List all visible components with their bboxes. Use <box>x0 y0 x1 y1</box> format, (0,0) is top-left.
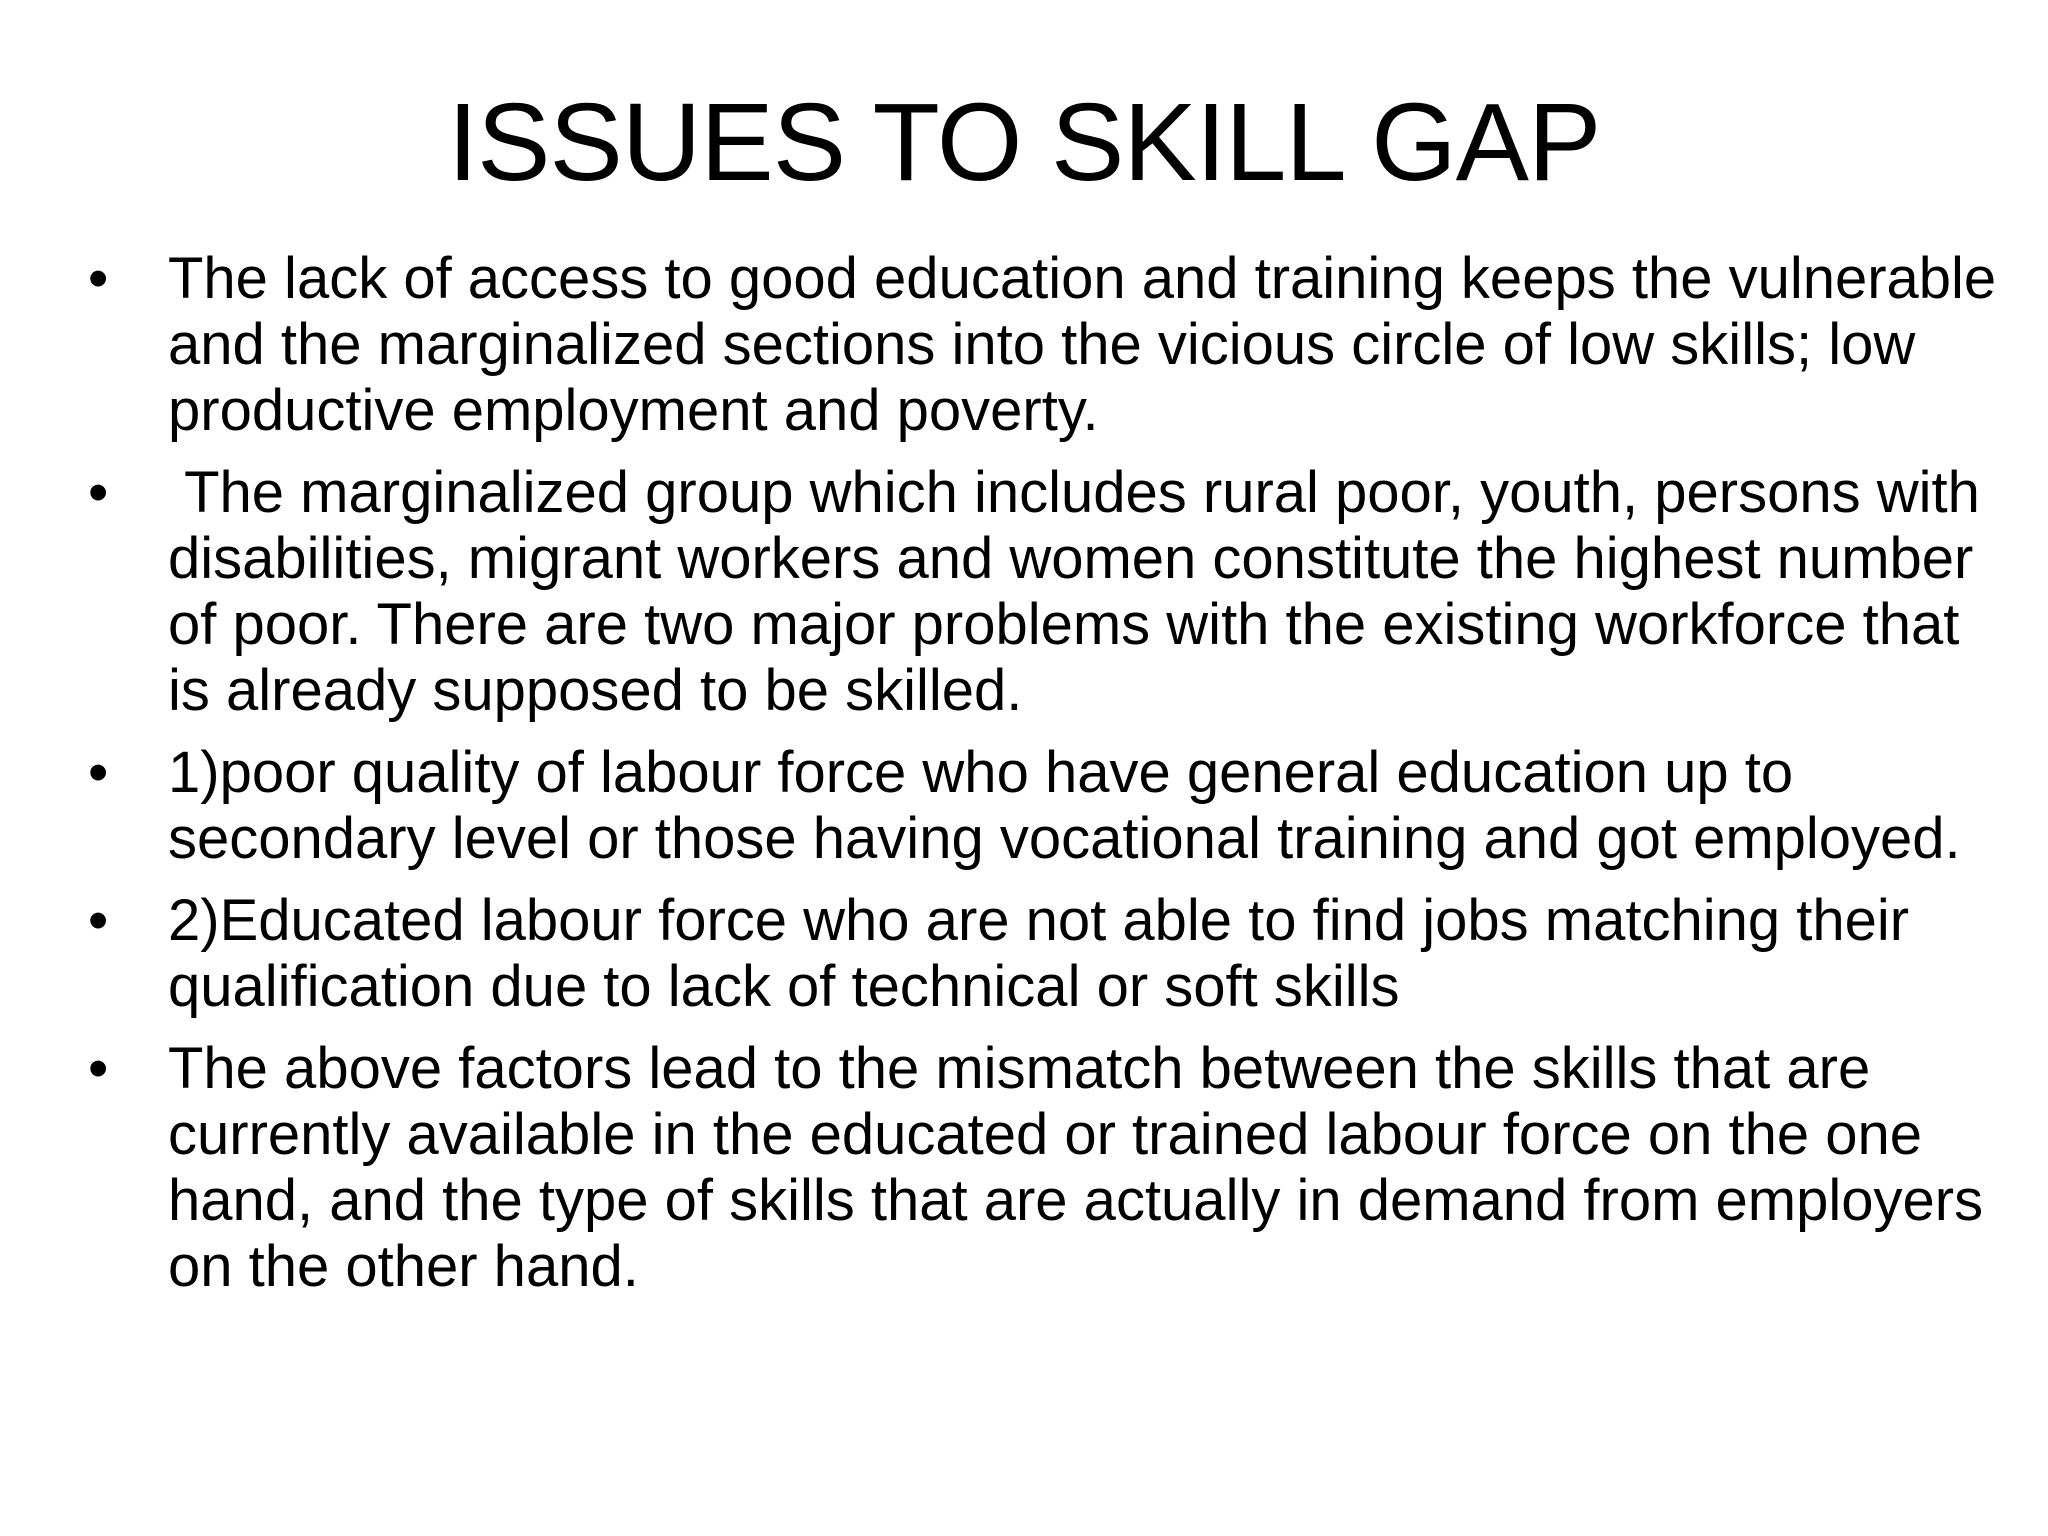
bullet-item-mismatch <box>88 1036 2008 1300</box>
bullet-marker: • <box>88 888 109 953</box>
bullet-item-access <box>88 246 2013 444</box>
bullet-text: The marginalized group which includes rural poor, youth, persons with disabilities, migrant workers and women constitute the highest number of poor. There are two major problems with the existing workforce that is already supposed to be skilled. <box>168 460 1996 723</box>
bullet-marker: • <box>88 740 109 805</box>
bullet-marker: • <box>88 460 109 525</box>
bullet-marker: • <box>88 246 109 311</box>
bullet-text: The lack of access to good education and training keeps the vulnerable and the marginalized sections into the vicious circle of low skills; low productive employment and poverty. <box>168 246 2013 443</box>
bullet-text: 2)Educated labour force who are not able to find jobs matching their qualification due to lack of technical or soft skills <box>168 888 1926 1019</box>
bullet-text: The above factors lead to the mismatch between the skills that are currently available in the educated or trained labour force on the one hand, and the type of skills that are actually in demand from employers on the other hand. <box>168 1036 2000 1299</box>
bullet-item-marginalized-group <box>88 460 2008 724</box>
bullet-item-poor-quality <box>88 740 2008 872</box>
bullet-text: 1)poor quality of labour force who have general education up to secondary level or those having vocational training and got employed. <box>168 740 1961 871</box>
slide-title: ISSUES TO SKILL GAP <box>447 81 1601 204</box>
bullet-marker: • <box>88 1036 109 1101</box>
bullet-list <box>88 246 2013 1316</box>
bullet-item-educated-labour <box>88 888 2008 1020</box>
